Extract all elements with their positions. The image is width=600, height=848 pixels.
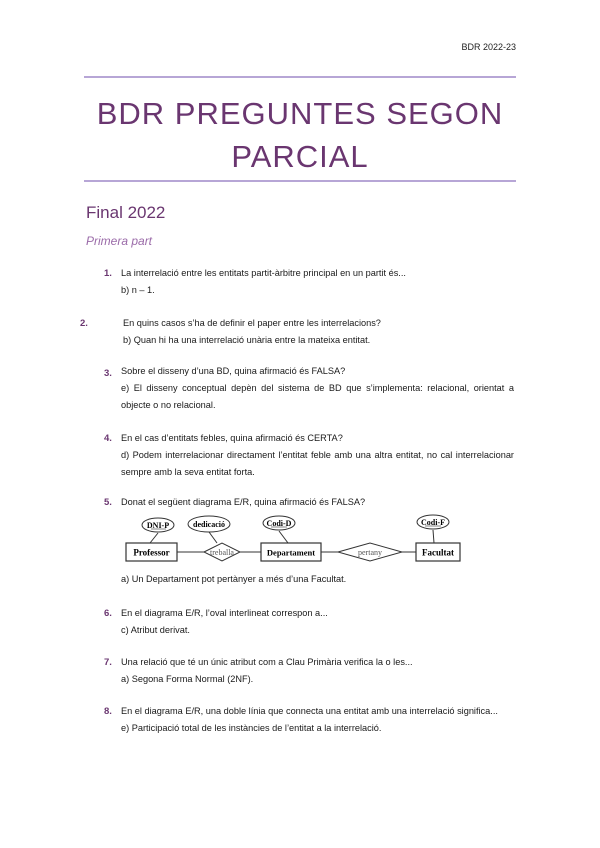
question-item (121, 265, 516, 299)
er-attribute-label: Codi-F (421, 518, 445, 527)
answer-text: d) Podem interrelacionar directament l’entitat feble amb una altra entitat, no cal interrelacionar sempre amb la seva entitat forta. (121, 450, 514, 477)
er-line (209, 532, 217, 543)
answer-text: e) Participació total de les instàncies de l’entitat a la interrelació. (121, 723, 382, 733)
question-number: 8. (104, 706, 112, 717)
answer-text: b) Quan hi ha una interrelació unària entre la mateixa entitat. (123, 335, 371, 345)
title-line-1: BDR PREGUNTES SEGON (96, 96, 504, 131)
question-number: 3. (104, 368, 112, 379)
question-number: 5. (104, 497, 112, 508)
question-item (123, 315, 516, 349)
question-text: En el diagrama E/R, l’oval interlineat correspon a... (121, 608, 328, 618)
answer-text: c) Atribut derivat. (121, 625, 190, 635)
answer-text: a) Segona Forma Normal (2NF). (121, 674, 254, 684)
er-line (433, 530, 434, 543)
question-number: 2. (80, 318, 88, 329)
question-text: La interrelació entre les entitats partit-àrbitre principal en un partit és... (121, 268, 406, 278)
question-item (121, 703, 516, 737)
question-item (121, 494, 514, 511)
page-title (84, 92, 516, 178)
er-relation-label: treballa (210, 548, 234, 557)
er-attribute-label: DNI-P (146, 521, 170, 530)
page-header: BDR 2022-23 (461, 42, 516, 52)
question-item (121, 654, 514, 688)
question-text: Donat el següent diagrama E/R, quina afirmació és FALSA? (121, 497, 366, 507)
er-entity-label: Departament (266, 547, 316, 558)
er-diagram (120, 512, 465, 574)
question-number: 7. (104, 657, 112, 668)
question-text: Una relació que té un únic atribut com a Clau Primària verifica la o les... (121, 657, 413, 667)
title-bottom-rule (84, 180, 516, 182)
er-relation-label: pertany (358, 548, 382, 557)
er-line (150, 533, 158, 543)
section-heading: Final 2022 (86, 203, 166, 222)
er-attribute-label: dedicació (193, 520, 225, 529)
section-subheading: Primera part (86, 234, 153, 248)
er-entity-label: Professor (133, 547, 170, 558)
question-text: Sobre el disseny d’una BD, quina afirmació és FALSA? (121, 366, 346, 376)
question-text: En el cas d’entitats febles, quina afirmació és CERTA? (121, 433, 343, 443)
question-text: En el diagrama E/R, una doble línia que connecta una entitat amb una interrelació significa... (121, 706, 498, 716)
question-item (121, 605, 514, 639)
answer-text: e) El disseny conceptual depèn del sistema de BD que s’implementa: relacional, orientat a objecte o no relacional. (121, 383, 514, 410)
title-line-2: PARCIAL (231, 139, 369, 174)
question-number: 1. (104, 268, 112, 279)
question-text: En quins casos s’ha de definir el paper entre les interrelacions? (123, 318, 381, 328)
er-attribute-label: Codi-D (266, 519, 292, 528)
er-line (279, 531, 288, 543)
question-number: 4. (104, 433, 112, 444)
title-top-rule (84, 76, 516, 78)
answer-text: a) Un Departament pot pertànyer a més d’una Facultat. (121, 574, 347, 584)
er-entity-label: Facultat (422, 547, 454, 558)
answer-text: b) n – 1. (121, 285, 155, 295)
question-number: 6. (104, 608, 112, 619)
question-item (121, 430, 514, 481)
question-item (121, 363, 514, 414)
